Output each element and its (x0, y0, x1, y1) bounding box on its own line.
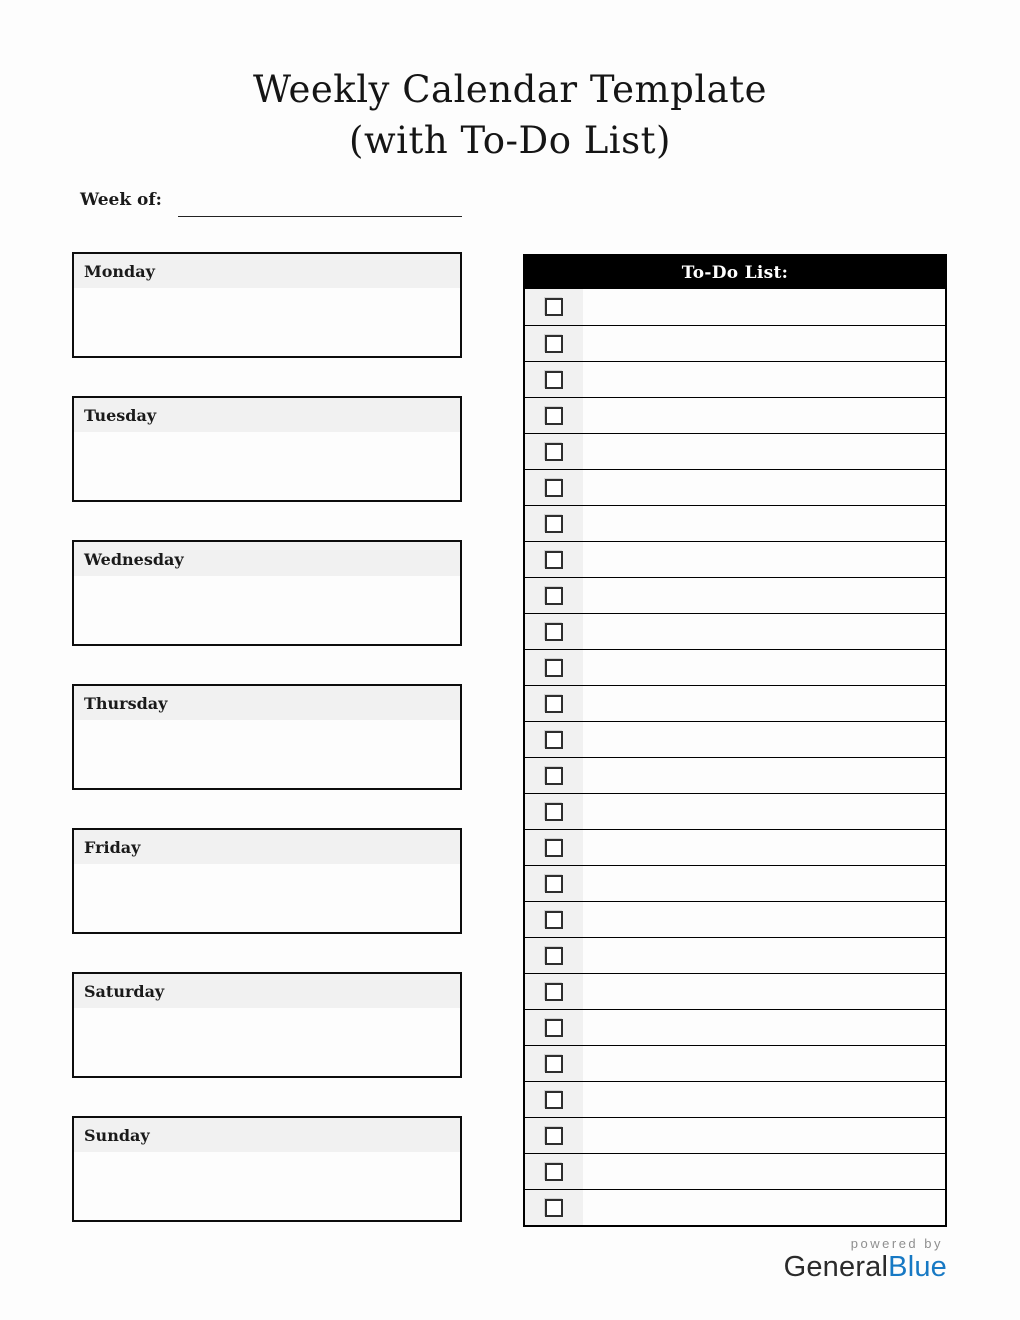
todo-checkbox-cell (525, 578, 583, 613)
powered-by-text: powered by (850, 1236, 943, 1251)
checkbox-icon[interactable] (545, 298, 563, 316)
todo-item-input[interactable] (583, 362, 945, 397)
checkbox-icon[interactable] (545, 803, 563, 821)
checkbox-icon[interactable] (545, 1019, 563, 1037)
todo-item-input[interactable] (583, 830, 945, 865)
checkbox-icon[interactable] (545, 1199, 563, 1217)
checkbox-icon[interactable] (545, 335, 563, 353)
day-header (74, 254, 460, 288)
day-box (72, 684, 462, 790)
day-notes-area[interactable] (74, 1152, 460, 1220)
todo-row (525, 613, 945, 649)
todo-checkbox-cell (525, 1046, 583, 1081)
checkbox-icon[interactable] (545, 443, 563, 461)
checkbox-icon[interactable] (545, 623, 563, 641)
day-box (72, 252, 462, 358)
todo-checkbox-cell (525, 434, 583, 469)
day-label: Tuesday (84, 405, 157, 425)
todo-row (525, 1081, 945, 1117)
todo-row (525, 1189, 945, 1225)
todo-item-input[interactable] (583, 542, 945, 577)
day-label: Thursday (84, 693, 168, 713)
brand-logo (784, 1251, 947, 1283)
todo-item-input[interactable] (583, 1010, 945, 1045)
todo-checkbox-cell (525, 542, 583, 577)
day-header (74, 1118, 460, 1152)
todo-checkbox-cell (525, 326, 583, 361)
todo-checkbox-cell (525, 1010, 583, 1045)
todo-row (525, 361, 945, 397)
checkbox-icon[interactable] (545, 407, 563, 425)
todo-item-input[interactable] (583, 1118, 945, 1153)
todo-checkbox-cell (525, 614, 583, 649)
checkbox-icon[interactable] (545, 695, 563, 713)
todo-row (525, 937, 945, 973)
day-box (72, 396, 462, 502)
todo-row (525, 289, 945, 325)
checkbox-icon[interactable] (545, 911, 563, 929)
todo-checkbox-cell (525, 758, 583, 793)
todo-row (525, 397, 945, 433)
todo-header-label: To-Do List: (681, 262, 789, 283)
todo-row (525, 433, 945, 469)
checkbox-icon[interactable] (545, 1091, 563, 1109)
checkbox-icon[interactable] (545, 587, 563, 605)
checkbox-icon[interactable] (545, 767, 563, 785)
todo-checkbox-cell (525, 686, 583, 721)
day-box (72, 828, 462, 934)
todo-checkbox-cell (525, 362, 583, 397)
todo-header (525, 256, 945, 289)
todo-item-input[interactable] (583, 326, 945, 361)
day-notes-area[interactable] (74, 720, 460, 788)
day-header (74, 686, 460, 720)
todo-item-input[interactable] (583, 578, 945, 613)
page-title-line2: (with To-Do List) (349, 119, 671, 162)
todo-item-input[interactable] (583, 1154, 945, 1189)
day-header (74, 542, 460, 576)
todo-checkbox-cell (525, 974, 583, 1009)
todo-checkbox-cell (525, 938, 583, 973)
todo-checkbox-cell (525, 1154, 583, 1189)
todo-row (525, 577, 945, 613)
day-header (74, 398, 460, 432)
brand-logo-general: General (783, 1251, 889, 1283)
day-label: Wednesday (84, 549, 184, 569)
todo-row (525, 469, 945, 505)
checkbox-icon[interactable] (545, 983, 563, 1001)
todo-row (525, 1009, 945, 1045)
todo-checkbox-cell (525, 1118, 583, 1153)
todo-checkbox-cell (525, 794, 583, 829)
todo-row (525, 721, 945, 757)
day-header (74, 974, 460, 1008)
day-notes-area[interactable] (74, 1008, 460, 1076)
day-label: Friday (84, 837, 141, 857)
week-of-label: Week of: (80, 190, 162, 210)
todo-checkbox-cell (525, 398, 583, 433)
checkbox-icon[interactable] (545, 839, 563, 857)
todo-item-input[interactable] (583, 758, 945, 793)
day-notes-area[interactable] (74, 576, 460, 644)
todo-row (525, 901, 945, 937)
day-notes-area[interactable] (74, 864, 460, 932)
page-title-line1: Weekly Calendar Template (253, 68, 767, 111)
day-box (72, 972, 462, 1078)
todo-item-input[interactable] (583, 902, 945, 937)
todo-checkbox-cell (525, 1082, 583, 1117)
checkbox-icon[interactable] (545, 1055, 563, 1073)
checkbox-icon[interactable] (545, 515, 563, 533)
checkbox-icon[interactable] (545, 479, 563, 497)
todo-rows (525, 289, 945, 1225)
todo-item-input[interactable] (583, 686, 945, 721)
todo-item-input[interactable] (583, 1046, 945, 1081)
todo-row (525, 865, 945, 901)
todo-row (525, 649, 945, 685)
day-box (72, 1116, 462, 1222)
todo-row (525, 1153, 945, 1189)
todo-row (525, 505, 945, 541)
day-label: Saturday (84, 981, 165, 1001)
checkbox-icon[interactable] (545, 659, 563, 677)
todo-checkbox-cell (525, 866, 583, 901)
todo-item-input[interactable] (583, 289, 945, 325)
todo-item-input[interactable] (583, 974, 945, 1009)
todo-panel (523, 254, 947, 1227)
todo-item-input[interactable] (583, 470, 945, 505)
todo-item-input[interactable] (583, 650, 945, 685)
todo-item-input[interactable] (583, 794, 945, 829)
checkbox-icon[interactable] (545, 947, 563, 965)
checkbox-icon[interactable] (545, 875, 563, 893)
todo-checkbox-cell (525, 506, 583, 541)
page-title (0, 64, 1020, 166)
todo-item-input[interactable] (583, 614, 945, 649)
todo-checkbox-cell (525, 830, 583, 865)
todo-checkbox-cell (525, 722, 583, 757)
checkbox-icon[interactable] (545, 551, 563, 569)
todo-checkbox-cell (525, 470, 583, 505)
todo-checkbox-cell (525, 289, 583, 325)
todo-checkbox-cell (525, 1190, 583, 1225)
checkbox-icon[interactable] (545, 1163, 563, 1181)
checkbox-icon[interactable] (545, 731, 563, 749)
todo-item-input[interactable] (583, 722, 945, 757)
checkbox-icon[interactable] (545, 371, 563, 389)
todo-row (525, 829, 945, 865)
day-label: Monday (84, 261, 155, 281)
checkbox-icon[interactable] (545, 1127, 563, 1145)
brand-logo-blue: Blue (888, 1251, 947, 1283)
day-label: Sunday (84, 1125, 150, 1145)
todo-row (525, 325, 945, 361)
todo-row (525, 541, 945, 577)
todo-row (525, 793, 945, 829)
todo-row (525, 1117, 945, 1153)
todo-item-input[interactable] (583, 434, 945, 469)
todo-item-input[interactable] (583, 938, 945, 973)
todo-row (525, 973, 945, 1009)
todo-checkbox-cell (525, 650, 583, 685)
branding (784, 1236, 947, 1283)
todo-row (525, 757, 945, 793)
day-notes-area[interactable] (74, 432, 460, 500)
todo-item-input[interactable] (583, 1190, 945, 1225)
todo-item-input[interactable] (583, 506, 945, 541)
todo-row (525, 685, 945, 721)
todo-item-input[interactable] (583, 398, 945, 433)
day-header (74, 830, 460, 864)
week-of-input[interactable] (178, 192, 462, 217)
todo-row (525, 1045, 945, 1081)
day-list (72, 252, 462, 1260)
day-notes-area[interactable] (74, 288, 460, 356)
todo-item-input[interactable] (583, 1082, 945, 1117)
todo-checkbox-cell (525, 902, 583, 937)
todo-item-input[interactable] (583, 866, 945, 901)
day-box (72, 540, 462, 646)
